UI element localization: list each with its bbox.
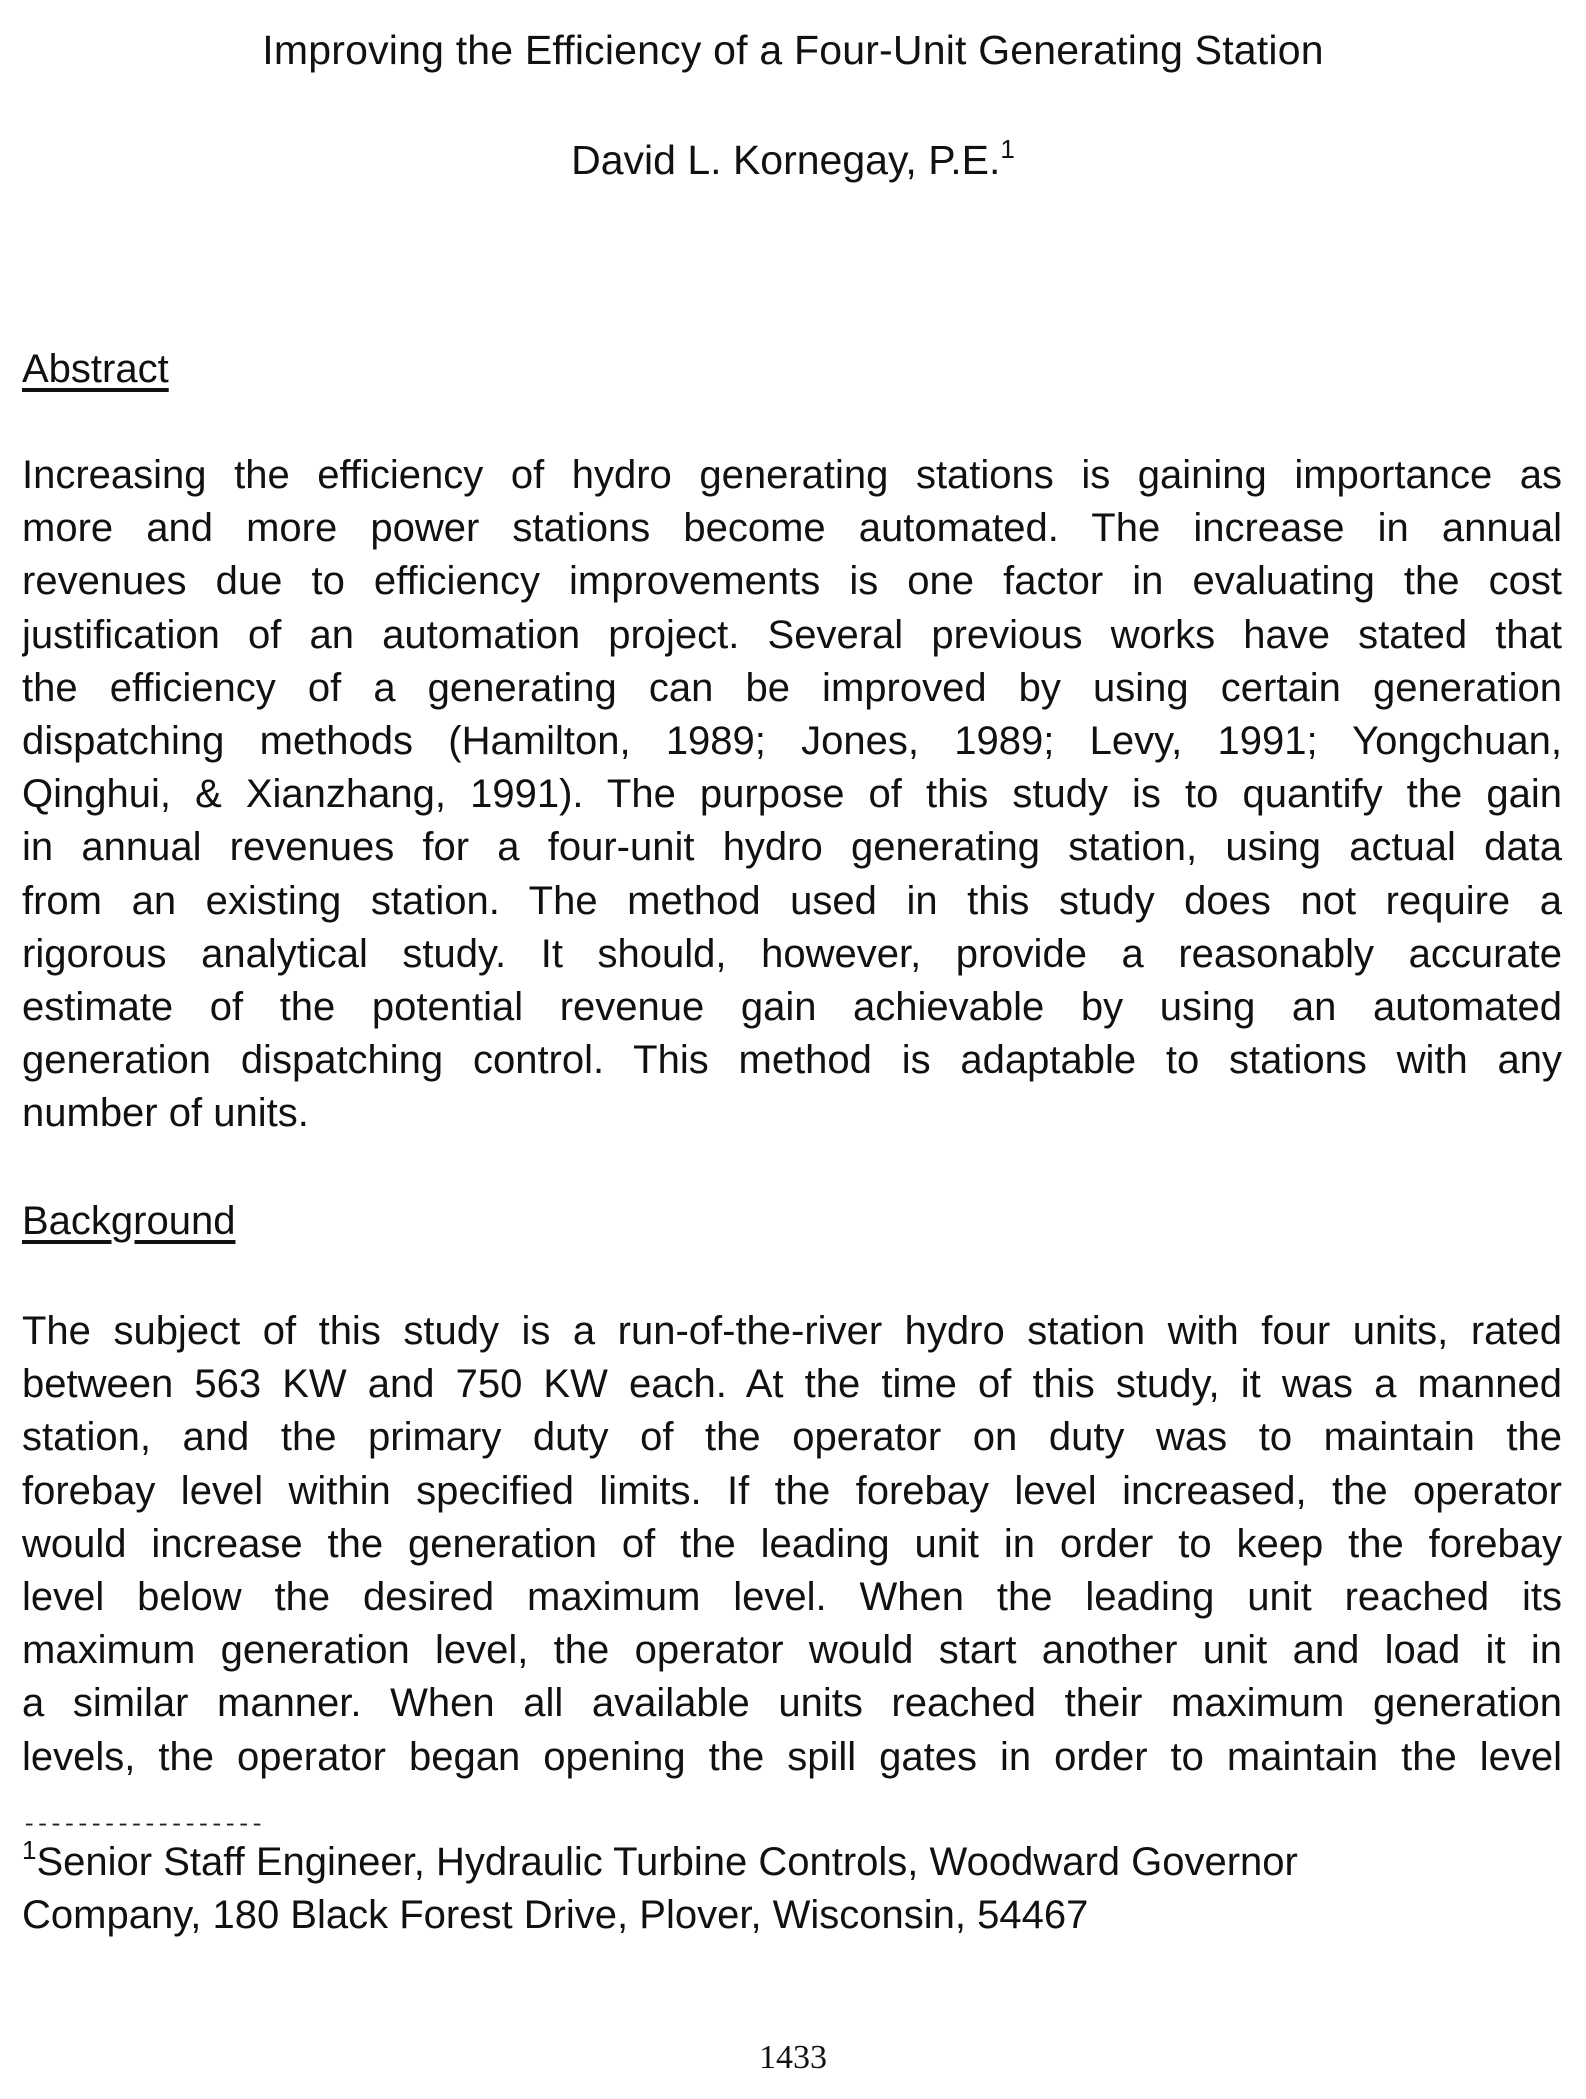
abstract-line: number of units. bbox=[22, 1091, 309, 1136]
background-heading: Background bbox=[22, 1199, 236, 1243]
background-line: forebay level within specified limits. If the forebay level increased, the operator bbox=[22, 1468, 1562, 1513]
abstract-line: estimate of the potential revenue gain achievable by using an automated bbox=[22, 985, 1562, 1030]
background-line: level below the desired maximum level. When the leading unit reached its bbox=[22, 1575, 1562, 1620]
footnote-line-2: Company, 180 Black Forest Drive, Plover, Wisconsin, 54467 bbox=[22, 1893, 1089, 1937]
footnote-line-1 bbox=[22, 1836, 1562, 1889]
abstract-line: revenues due to efficiency improvements is one factor in evaluating the cost bbox=[22, 559, 1562, 604]
abstract-line: Increasing the efficiency of hydro generating stations is gaining importance as bbox=[22, 453, 1562, 497]
footnote-rule: ------------------ bbox=[22, 1812, 264, 1839]
abstract-line: the efficiency of a generating can be improved by using certain generation bbox=[22, 665, 1562, 710]
abstract-line: dispatching methods (Hamilton, 1989; Jones, 1989; Levy, 1991; Yongchuan, bbox=[22, 719, 1562, 764]
background-line: between 563 KW and 750 KW each. At the time of this study, it was a manned bbox=[22, 1362, 1562, 1407]
abstract-line: justification of an automation project. Several previous works have stated that bbox=[22, 612, 1562, 657]
background-line: maximum generation level, the operator would start another unit and load it in bbox=[22, 1628, 1562, 1673]
page-number: 1433 bbox=[759, 2039, 827, 2076]
footnote-mark: 1 bbox=[22, 1835, 37, 1865]
abstract-paragraph bbox=[22, 449, 1562, 1141]
background-line: a similar manner. When all available units reached their maximum generation bbox=[22, 1681, 1562, 1726]
abstract-line: Qinghui, & Xianzhang, 1991). The purpose of this study is to quantify the gain bbox=[22, 772, 1562, 817]
abstract-line: generation dispatching control. This method is adaptable to stations with any bbox=[22, 1038, 1562, 1083]
abstract-heading: Abstract bbox=[22, 347, 169, 391]
background-line: The subject of this study is a run-of-the-river hydro station with four units, rated bbox=[22, 1309, 1562, 1353]
author-line bbox=[0, 134, 1586, 186]
abstract-line: more and more power stations become automated. The increase in annual bbox=[22, 506, 1562, 551]
author-name: David L. Kornegay, P.E. bbox=[571, 137, 1001, 183]
footnote bbox=[22, 1836, 1562, 1942]
background-line: would increase the generation of the leading unit in order to keep the forebay bbox=[22, 1521, 1562, 1566]
background-line: station, and the primary duty of the operator on duty was to maintain the bbox=[22, 1415, 1562, 1460]
background-line: levels, the operator began opening the spill gates in order to maintain the level bbox=[22, 1734, 1562, 1779]
paper-title: Improving the Efficiency of a Four-Unit Generating Station bbox=[262, 27, 1324, 73]
abstract-line: in annual revenues for a four-unit hydro generating station, using actual data bbox=[22, 825, 1562, 870]
abstract-line: rigorous analytical study. It should, however, provide a reasonably accurate bbox=[22, 931, 1562, 976]
author-footnote-mark: 1 bbox=[1000, 134, 1015, 164]
abstract-line: from an existing station. The method used in this study does not require a bbox=[22, 878, 1562, 923]
footnote-text-1: Senior Staff Engineer, Hydraulic Turbine Controls, Woodward Governor bbox=[36, 1840, 1298, 1884]
background-paragraph bbox=[22, 1305, 1562, 1784]
